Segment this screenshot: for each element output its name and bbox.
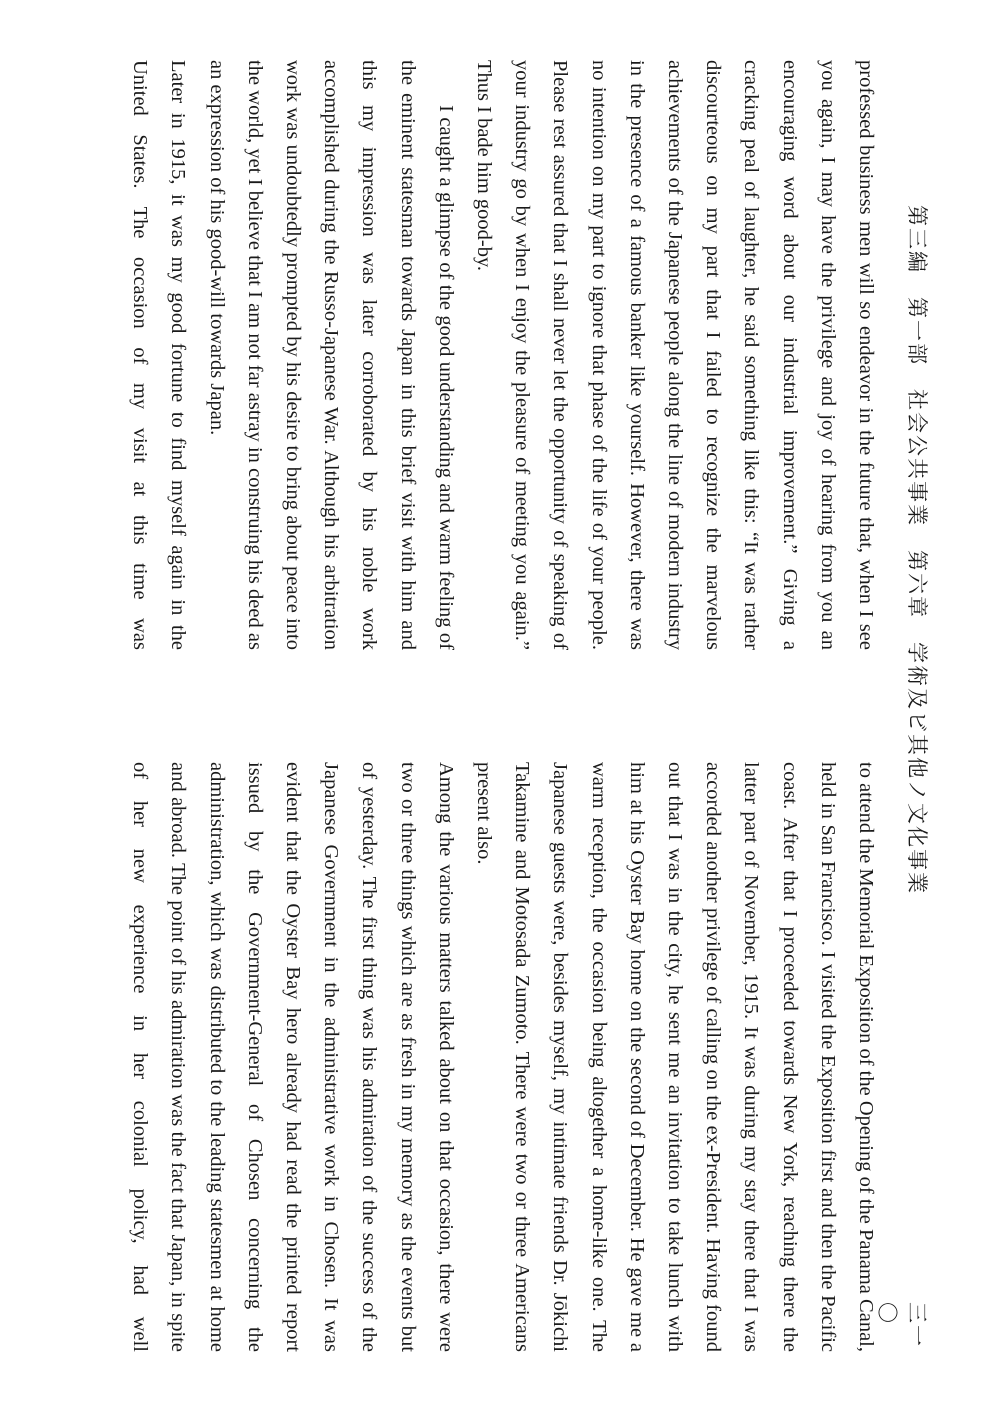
- paragraph: Later in 1915, it was my good fortune to find myself again in the United States. The occasion of my visit at this time was: [129, 60, 190, 650]
- right-column: [121, 762, 885, 1352]
- paragraph: I caught a glimpse of the good understanding and warm feeling of the eminent statesman towards Japan in this brief visit with him and this my impression was later corroborated by his noble work accomplished during the Russo-Japanese War. Although his arbitration work was undoubtedly prompted by his desire to bring about peace into the world, yet I believe that I am not far astray in construing his deed as an expression of his good-will towards Japan.: [205, 60, 457, 650]
- paragraph: professed business men will so endeavor in the future that, when I see you again, I may have the privilege and joy of hearing from you an encouraging word about our industrial improvement.” Giving a cracking peal of laughter, he said something like this: “It was rather discourteous on my part that I failed to recognize the marvelous achievements of the Japanese people along the line of modern industry in the presence of a famous banker like yourself. However, there was no intention on my part to ignore that phase of the life of your people. Please rest assured that I shall never let the opportunity of speaking of your industry go by when I enjoy the pleasure of meeting you again.” Thus I bade him good-by.: [472, 60, 877, 650]
- running-header: [875, 150, 933, 1370]
- header-title: 第三編 第一部 社会公共事業 第六章 学術及ビ其他ノ文化事業: [905, 205, 929, 895]
- paragraph: Among the various matters talked about on that occasion, there were two or three things which are as fresh in my memory as the events but of yesterday. The first thing was his admiration of the success of the Japanese Government in the administrative work in Chosen. It was evident that the Oyster Bay hero already had read the printed report issued by the Government-General of Chosen concerning the administration, which was distributed to the leading statesmen at home and abroad. The point of his admiration was the fact that Japan, in spite of her new experience in her colonial policy, had well: [129, 762, 457, 1352]
- left-column: [121, 60, 885, 650]
- page-number: 三一〇: [875, 1302, 929, 1348]
- paragraph: to attend the Memorial Exposition of the Opening of the Panama Canal, held in San Francisco. I visited the Exposition first and then the Pacific coast. After that I proceeded towards New York, reaching there the latter part of November, 1915. It was during my stay there that I was accorded another privilege of calling on the ex-President. Having found out that I was in the city, he sent me an invitation to take lunch with him at his Oyster Bay home on the second of December. He gave me a warm reception, the occasion being altogether a home-like one. The Japanese guests were, besides myself, my intimate friends Dr. Jōkichi Takamine and Motosada Zumoto. There were two or three Americans present also.: [472, 762, 877, 1352]
